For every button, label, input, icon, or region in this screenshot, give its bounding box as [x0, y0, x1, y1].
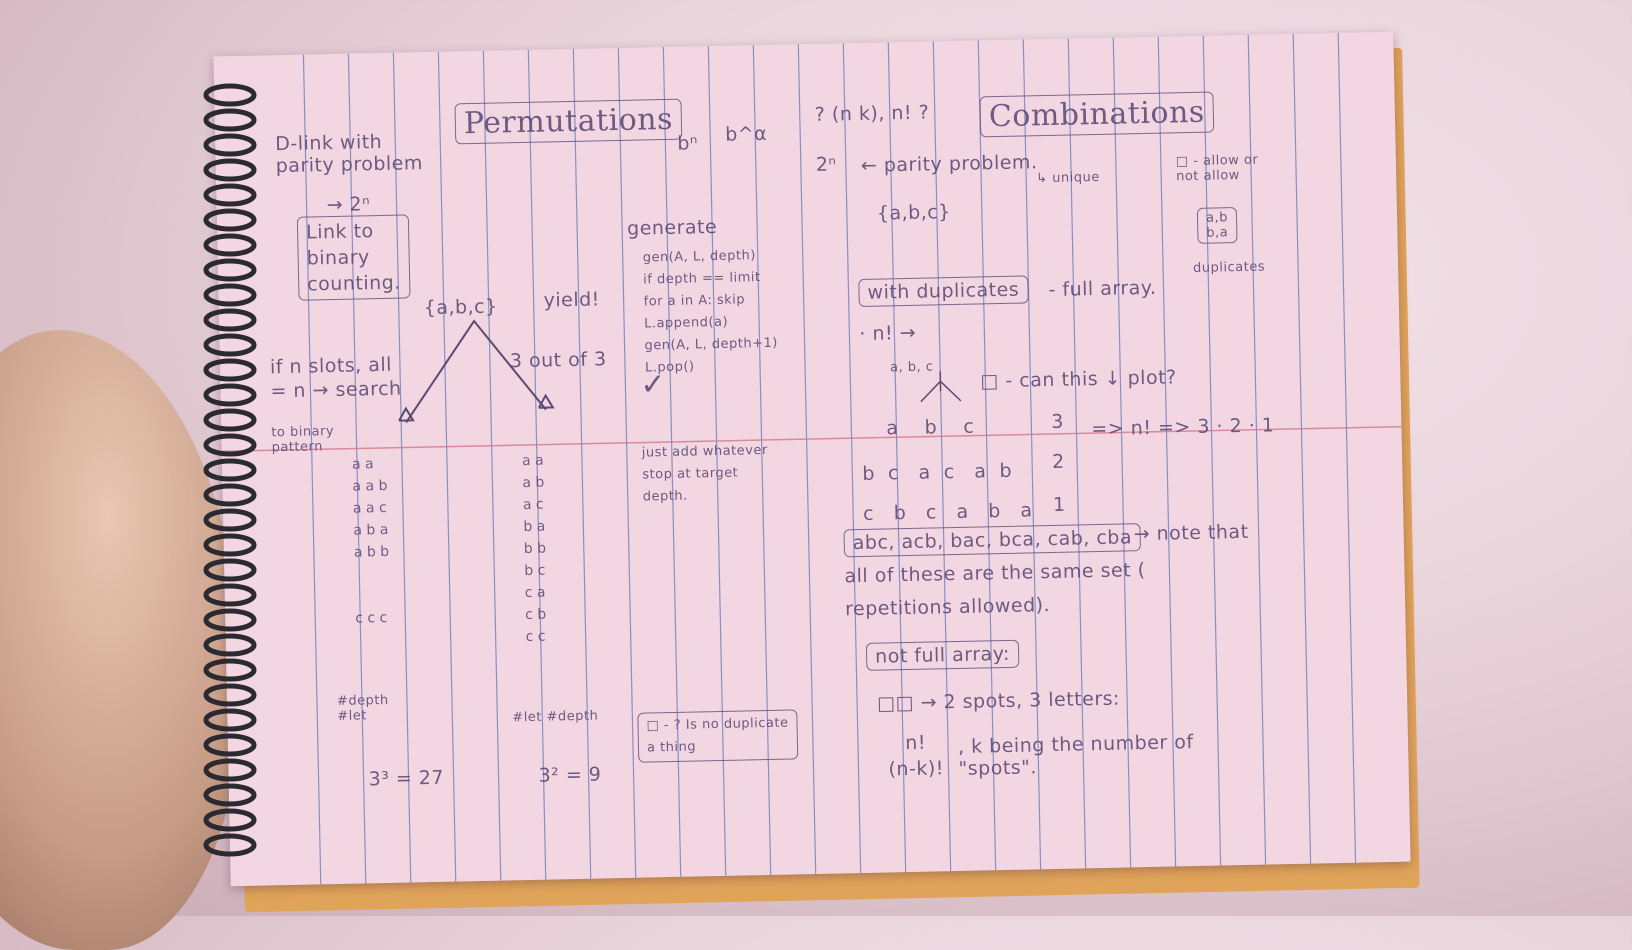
- note-is-no-dup: □ - ? Is no duplicate a thing: [637, 709, 798, 762]
- note-not-full: not full array:: [866, 640, 1019, 671]
- note-abc-combo: {a,b,c}: [876, 201, 951, 225]
- note-three-cubed: 3³ = 27: [368, 766, 445, 791]
- note-one: 1: [1052, 493, 1066, 516]
- note-q-nk: ? (n k), n! ?: [814, 101, 930, 126]
- note-if-n-slots: if n slots, all = n → search: [269, 353, 402, 403]
- note-allow: □ - allow or not allow: [1175, 152, 1259, 185]
- tree-level-3: c b c a b a: [862, 499, 1033, 525]
- note-two-spots: □□ → 2 spots, 3 letters:: [876, 687, 1121, 715]
- note-formula: n! (n-k)!: [888, 731, 945, 781]
- list-item: c c c: [355, 609, 388, 627]
- note-b-n: bⁿ: [677, 132, 699, 155]
- rows-mid: [522, 450, 548, 648]
- note-repetitions: repetitions allowed).: [844, 594, 1051, 621]
- note-all-same: all of these are the same set (: [844, 559, 1146, 588]
- note-just-add: just add whatever stop at target depth.: [641, 442, 768, 505]
- note-three: 3: [1051, 410, 1065, 433]
- note-with-dup: with duplicates: [858, 275, 1028, 307]
- note-three-squared: 3² = 9: [538, 763, 602, 787]
- note-abc-letters: a, b, c: [889, 359, 934, 376]
- note-k-being: , k being the number of "spots".: [957, 731, 1194, 780]
- notebook-page: [213, 32, 1410, 887]
- list-item: a c: [522, 496, 544, 514]
- note-two: 2: [1051, 450, 1065, 473]
- list-item: a b b: [353, 543, 390, 561]
- note-abc-set: {a,b,c}: [423, 295, 498, 320]
- note-generate: generate: [626, 215, 718, 240]
- note-note-that: → note that: [1133, 520, 1249, 546]
- title-combinations: Combinations: [979, 92, 1214, 138]
- note-two-n: 2ⁿ: [815, 153, 837, 176]
- note-two-n-left: → 2ⁿ: [326, 193, 371, 217]
- title-permutations: Permutations: [454, 99, 682, 145]
- note-d-link: D-link with parity problem: [275, 130, 424, 178]
- note-duplicates: duplicates: [1192, 259, 1266, 276]
- spiral-binding: [200, 80, 270, 880]
- note-b-alpha: b^α: [724, 122, 768, 146]
- note-parity: ← parity problem.: [860, 151, 1038, 177]
- note-full-array: - full array.: [1048, 276, 1157, 302]
- list-item: c a: [524, 584, 546, 602]
- rows-left: [352, 453, 391, 630]
- list-item: a a c: [352, 499, 387, 517]
- note-link-binary: Link to binary counting.: [297, 214, 410, 300]
- list-item: a a: [521, 452, 544, 470]
- list-item: a a: [351, 456, 374, 473]
- list-item: c c: [525, 628, 546, 646]
- note-plot-q: □ - can this ↓ plot?: [980, 366, 1177, 393]
- list-item: b a: [523, 518, 546, 536]
- note-n-fact-eq: => n! => 3 · 2 · 1: [1091, 414, 1275, 441]
- list-item: c b: [525, 606, 547, 624]
- list-item: b b: [523, 540, 547, 558]
- note-depth-left: #depth #let: [336, 692, 389, 724]
- note-gen-code: gen(A, L, depth) if depth == limit for a in A: skip L.append(a) gen(A, L, depth+1) L.pop(): [642, 248, 779, 376]
- note-ab-ba: a,b b,a: [1197, 207, 1238, 244]
- note-depth-mid: #let #depth: [512, 708, 599, 726]
- tree-level-1: a b c: [886, 415, 975, 440]
- tree-level-2: b c a c a b: [862, 459, 1013, 485]
- list-item: a b: [522, 474, 545, 492]
- note-yield: yield!: [543, 288, 601, 312]
- note-perm-list: abc, acb, bac, bca, cab, cba: [843, 523, 1141, 557]
- note-to-binary: to binary pattern: [271, 424, 335, 456]
- check-mark: ✓: [640, 367, 667, 403]
- list-item: a a b: [352, 477, 388, 495]
- note-unique: ↳ unique: [1036, 169, 1100, 187]
- note-n-fact: · n! →: [859, 321, 917, 345]
- list-item: b c: [524, 562, 546, 580]
- note-three-of-three: 3 out of 3: [509, 348, 607, 373]
- list-item: a b a: [353, 521, 389, 539]
